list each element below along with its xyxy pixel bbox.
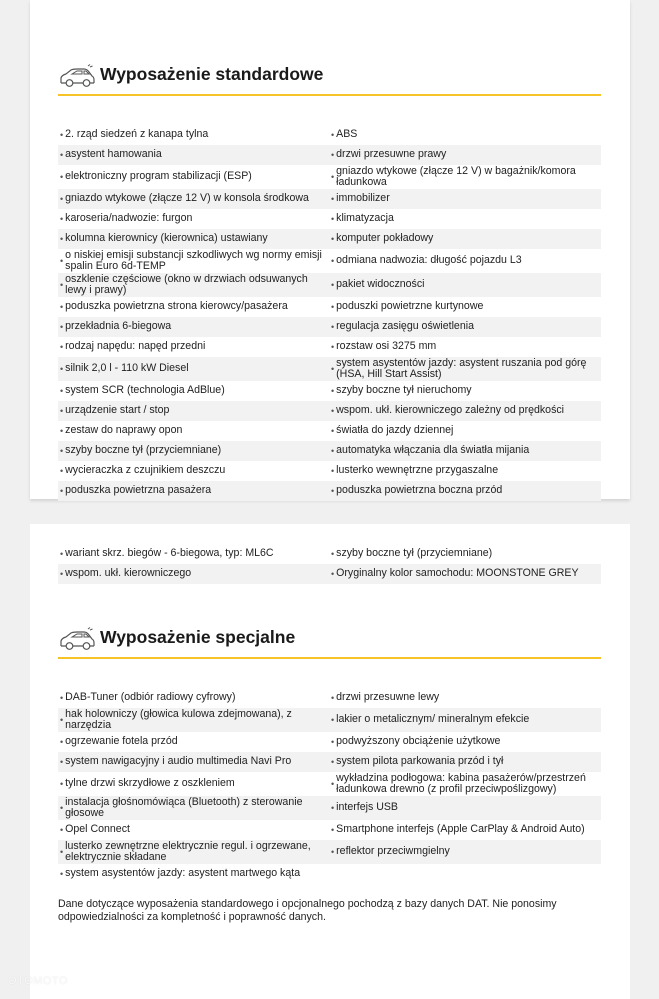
bullet-icon: • <box>60 129 64 140</box>
equipment-row <box>58 165 601 189</box>
equipment-item-label: wariant skrz. biegów - 6-biegowa, typ: ML6C <box>65 547 274 560</box>
equipment-row <box>58 125 601 145</box>
equipment-row <box>58 481 601 501</box>
equipment-item <box>58 421 329 441</box>
equipment-item-label: kolumna kierownicy (kierownica) ustawiany <box>65 232 268 245</box>
equipment-item <box>58 357 329 381</box>
equipment-row <box>58 564 601 584</box>
bullet-icon: • <box>331 548 335 559</box>
bullet-icon: • <box>60 778 64 789</box>
equipment-item <box>58 229 329 249</box>
bullet-icon: • <box>331 846 335 857</box>
equipment-item-label: ogrzewanie fotela przód <box>65 735 178 748</box>
equipment-item-label: automatyka włączania dla światła mijania <box>336 444 530 457</box>
equipment-item <box>58 481 329 501</box>
equipment-item <box>329 381 601 401</box>
bullet-icon: • <box>331 321 335 332</box>
equipment-item <box>329 337 601 357</box>
equipment-item <box>329 145 601 165</box>
bullet-icon: • <box>60 465 64 476</box>
bullet-icon: • <box>331 279 335 290</box>
equipment-row <box>58 752 601 772</box>
equipment-item-label: podwyższony obciążenie użytkowe <box>336 735 501 748</box>
equipment-row <box>58 441 601 461</box>
equipment-row <box>58 297 601 317</box>
equipment-item-label: zestaw do naprawy opon <box>65 424 183 437</box>
equipment-row <box>58 337 601 357</box>
equipment-item-label: wspom. ukł. kierowniczego zależny od prędkości <box>336 404 565 417</box>
bullet-icon: • <box>331 363 335 374</box>
equipment-item-label: system pilota parkowania przód i tył <box>336 755 504 768</box>
bullet-icon: • <box>60 824 64 835</box>
equipment-item-label: pakiet widoczności <box>336 278 425 291</box>
equipment-row <box>58 708 601 732</box>
bullet-icon: • <box>331 445 335 456</box>
equipment-item-label: klimatyzacja <box>336 212 394 225</box>
bullet-icon: • <box>60 802 64 813</box>
equipment-row <box>58 145 601 165</box>
equipment-item-label: oszklenie częściowe (okno w drzwiach odsuwanych lewy i prawy) <box>65 272 308 296</box>
section-title: Wyposażenie specjalne <box>100 627 296 647</box>
bullet-icon: • <box>60 321 64 332</box>
equipment-item-label: odmiana nadwozia: długość pojazdu L3 <box>336 254 522 267</box>
equipment-continued-card <box>30 524 630 999</box>
equipment-item-label: Opel Connect <box>65 823 130 836</box>
equipment-item <box>329 401 601 421</box>
equipment-item-label: szyby boczne tył (przyciemniane) <box>336 547 493 560</box>
standard-equipment-list <box>58 125 601 501</box>
equipment-item <box>329 297 601 317</box>
equipment-item <box>329 461 601 481</box>
equipment-row <box>58 273 601 297</box>
equipment-item-label: reflektor przeciwmgielny <box>336 845 450 858</box>
watermark-logo: OTOMOTO <box>8 975 68 987</box>
equipment-item <box>58 688 329 708</box>
equipment-item-label: system asystentów jazdy: asystent martwego kąta <box>65 867 301 880</box>
equipment-item <box>329 441 601 461</box>
equipment-item-label: karoseria/nadwozie: furgon <box>65 212 193 225</box>
bullet-icon: • <box>331 405 335 416</box>
equipment-item-label: gniazdo wtykowe (złącze 12 V) w konsola środkowa <box>65 192 309 205</box>
bullet-icon: • <box>331 824 335 835</box>
bullet-icon: • <box>331 149 335 160</box>
equipment-item <box>58 732 329 752</box>
equipment-row <box>58 732 601 752</box>
equipment-item-label: lakier o metalicznym/ mineralnym efekcie <box>336 713 530 726</box>
bullet-icon: • <box>331 385 335 396</box>
equipment-row <box>58 840 601 864</box>
bullet-icon: • <box>60 405 64 416</box>
equipment-item-label: lusterko wewnętrzne przygaszalne <box>336 464 499 477</box>
bullet-icon: • <box>60 233 64 244</box>
equipment-row <box>58 249 601 273</box>
equipment-item <box>329 544 601 564</box>
section-divider <box>58 94 601 96</box>
equipment-row <box>58 381 601 401</box>
special-equipment-list <box>58 688 601 884</box>
data-source-disclaimer: Dane dotyczące wyposażenia standardowego i opcjonalnego pochodzą z bazy danych DAT. Nie ponosimy odpowiedzialności za kompletność i poprawność danych. <box>58 898 557 923</box>
equipment-row <box>58 357 601 381</box>
equipment-item <box>329 820 601 840</box>
car-icon <box>58 627 96 653</box>
equipment-item-label: światła do jazdy dziennej <box>336 424 454 437</box>
bullet-icon: • <box>331 193 335 204</box>
bullet-icon: • <box>60 714 64 725</box>
bullet-icon: • <box>331 129 335 140</box>
bullet-icon: • <box>60 213 64 224</box>
equipment-item <box>329 752 601 772</box>
equipment-item-label: rodzaj napędu: napęd przedni <box>65 340 206 353</box>
equipment-item-label: Smartphone interfejs (Apple CarPlay & Android Auto) <box>336 823 585 836</box>
equipment-item <box>58 441 329 461</box>
equipment-item-label: rozstaw osi 3275 mm <box>336 340 437 353</box>
equipment-item-label: system nawigacyjny i audio multimedia Navi Pro <box>65 755 292 768</box>
bullet-icon: • <box>331 213 335 224</box>
equipment-item <box>329 125 601 145</box>
bullet-icon: • <box>60 301 64 312</box>
equipment-item-label: o niskiej emisji substancji szkodliwych wg normy emisji spalin Euro 6d-TEMP <box>65 248 322 272</box>
equipment-row <box>58 189 601 209</box>
equipment-item <box>329 165 601 189</box>
equipment-item <box>58 544 329 564</box>
equipment-item-label: drzwi przesuwne prawy <box>336 148 447 161</box>
equipment-item <box>58 796 329 820</box>
bullet-icon: • <box>331 233 335 244</box>
equipment-item-label: poduszka powietrzna boczna przód <box>336 484 503 497</box>
equipment-item <box>329 564 601 584</box>
equipment-item-label: przekładnia 6-biegowa <box>65 320 172 333</box>
equipment-item <box>58 564 329 584</box>
equipment-item <box>58 840 329 864</box>
equipment-item-label: szyby boczne tył (przyciemniane) <box>65 444 222 457</box>
bullet-icon: • <box>60 692 64 703</box>
bullet-icon: • <box>60 255 64 266</box>
equipment-item <box>329 209 601 229</box>
bullet-icon: • <box>60 425 64 436</box>
bullet-icon: • <box>60 279 64 290</box>
equipment-item-label: interfejs USB <box>336 801 398 814</box>
bullet-icon: • <box>60 868 64 879</box>
standard-equipment-header <box>58 60 601 100</box>
equipment-row <box>58 544 601 564</box>
equipment-item-label: system asystentów jazdy: asystent ruszania pod górę (HSA, Hill Start Assist) <box>336 356 587 380</box>
equipment-item <box>58 772 329 796</box>
equipment-item-label: gniazdo wtykowe (złącze 12 V) w bagażnik/komora ładunkowa <box>336 164 576 188</box>
equipment-item <box>58 820 329 840</box>
equipment-item <box>58 461 329 481</box>
bullet-icon: • <box>60 363 64 374</box>
equipment-item-label: tylne drzwi skrzydłowe z oszkleniem <box>65 777 235 790</box>
equipment-item <box>58 249 329 273</box>
equipment-item <box>58 209 329 229</box>
equipment-item <box>329 688 601 708</box>
equipment-item-label: ABS <box>336 128 358 141</box>
equipment-row <box>58 864 601 884</box>
equipment-item <box>58 125 329 145</box>
equipment-item <box>329 229 601 249</box>
equipment-item <box>58 381 329 401</box>
equipment-item-label: lusterko zewnętrzne elektrycznie regul. i ogrzewane, elektrycznie składane <box>65 839 311 863</box>
equipment-row <box>58 317 601 337</box>
equipment-item <box>58 273 329 297</box>
bullet-icon: • <box>331 692 335 703</box>
bullet-icon: • <box>331 568 335 579</box>
equipment-item-label: hak holowniczy (głowica kulowa zdejmowana), z narzędzia <box>65 707 292 731</box>
bullet-icon: • <box>60 846 64 857</box>
equipment-item <box>58 401 329 421</box>
equipment-item <box>58 317 329 337</box>
equipment-row <box>58 796 601 820</box>
bullet-icon: • <box>60 568 64 579</box>
bullet-icon: • <box>331 465 335 476</box>
equipment-item-label: regulacja zasięgu oświetlenia <box>336 320 474 333</box>
bullet-icon: • <box>331 756 335 767</box>
equipment-item <box>329 317 601 337</box>
section-divider <box>58 657 601 659</box>
bullet-icon: • <box>331 736 335 747</box>
bullet-icon: • <box>60 756 64 767</box>
equipment-item-label: DAB-Tuner (odbiór radiowy cyfrowy) <box>65 691 236 704</box>
equipment-item <box>329 708 601 732</box>
equipment-item-label: poduszka powietrzna strona kierowcy/pasażera <box>65 300 288 313</box>
special-equipment-header <box>58 623 601 663</box>
bullet-icon: • <box>331 485 335 496</box>
equipment-item <box>58 337 329 357</box>
equipment-item-label: wycieraczka z czujnikiem deszczu <box>65 464 226 477</box>
equipment-item <box>58 145 329 165</box>
equipment-row <box>58 401 601 421</box>
equipment-item-label: drzwi przesuwne lewy <box>336 691 440 704</box>
equipment-row <box>58 209 601 229</box>
equipment-item-label: elektroniczny program stabilizacji (ESP) <box>65 170 252 183</box>
equipment-item <box>58 165 329 189</box>
equipment-item-label: szyby boczne tył nieruchomy <box>336 384 472 397</box>
bullet-icon: • <box>331 341 335 352</box>
equipment-item-label: system SCR (technologia AdBlue) <box>65 384 225 397</box>
bullet-icon: • <box>60 445 64 456</box>
equipment-item <box>329 481 601 501</box>
equipment-item-label: Oryginalny kolor samochodu: MOONSTONE GREY <box>336 567 579 580</box>
equipment-item-label: instalacja głośnomówiąca (Bluetooth) z sterowanie głosowe <box>65 795 303 819</box>
equipment-item <box>329 840 601 864</box>
equipment-item <box>329 772 601 796</box>
bullet-icon: • <box>331 802 335 813</box>
bullet-icon: • <box>60 341 64 352</box>
bullet-icon: • <box>60 149 64 160</box>
bullet-icon: • <box>331 778 335 789</box>
equipment-row <box>58 461 601 481</box>
equipment-item-label: urządzenie start / stop <box>65 404 170 417</box>
equipment-item <box>329 796 601 820</box>
bullet-icon: • <box>331 255 335 266</box>
bullet-icon: • <box>331 171 335 182</box>
standard-equipment-card <box>30 0 630 499</box>
equipment-item <box>329 273 601 297</box>
equipment-item-label: asystent hamowania <box>65 148 162 161</box>
equipment-row <box>58 772 601 796</box>
equipment-item <box>58 297 329 317</box>
bullet-icon: • <box>60 736 64 747</box>
equipment-row <box>58 688 601 708</box>
equipment-item <box>329 864 601 884</box>
equipment-item-label: silnik 2,0 l - 110 kW Diesel <box>65 362 189 375</box>
equipment-item-label: wykładzina podłogowa: kabina pasażerów/przestrzeń ładunkowa drewno (z profil przeciwpoślizgowy) <box>336 771 586 795</box>
equipment-item-label: komputer pokładowy <box>336 232 434 245</box>
equipment-item-label: wspom. ukł. kierowniczego <box>65 567 192 580</box>
equipment-item <box>58 752 329 772</box>
equipment-item <box>329 249 601 273</box>
bullet-icon: • <box>331 714 335 725</box>
equipment-row <box>58 421 601 441</box>
section-title: Wyposażenie standardowe <box>100 64 324 84</box>
equipment-item <box>58 864 329 884</box>
equipment-item <box>329 732 601 752</box>
equipment-item <box>329 421 601 441</box>
bullet-icon: • <box>60 485 64 496</box>
equipment-item <box>58 708 329 732</box>
bullet-icon: • <box>331 301 335 312</box>
equipment-row <box>58 229 601 249</box>
equipment-row <box>58 820 601 840</box>
standard-equipment-list-continued <box>58 544 601 584</box>
bullet-icon: • <box>60 193 64 204</box>
bullet-icon: • <box>60 385 64 396</box>
equipment-item-label: immobilizer <box>336 192 390 205</box>
bullet-icon: • <box>331 425 335 436</box>
equipment-item <box>329 189 601 209</box>
equipment-item-label: poduszki powietrzne kurtynowe <box>336 300 484 313</box>
car-icon <box>58 64 96 90</box>
equipment-item-label: 2. rząd siedzeń z kanapa tylna <box>65 128 209 141</box>
bullet-icon: • <box>60 548 64 559</box>
equipment-item <box>58 189 329 209</box>
bullet-icon: • <box>60 171 64 182</box>
equipment-item-label: poduszka powietrzna pasażera <box>65 484 212 497</box>
equipment-item <box>329 357 601 381</box>
